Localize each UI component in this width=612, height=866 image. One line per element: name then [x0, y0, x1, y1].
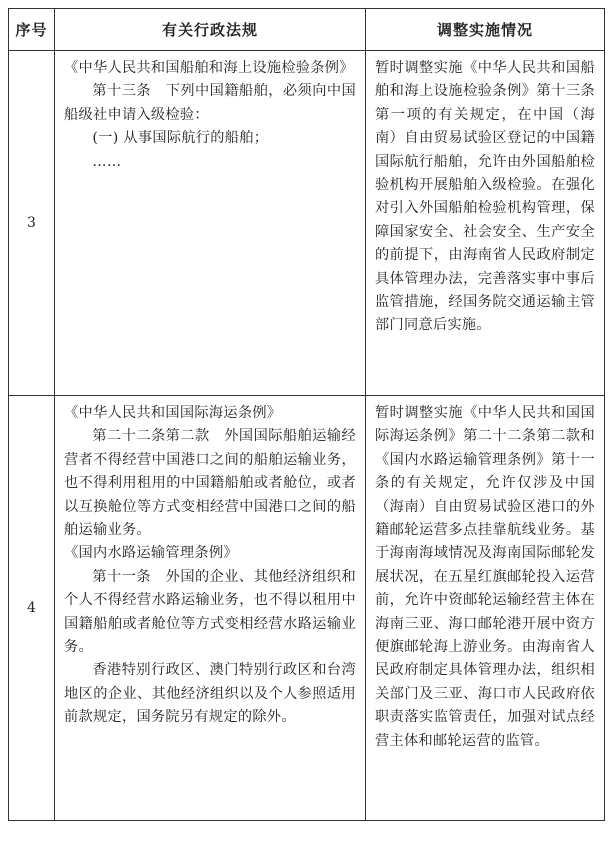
law-article: 第十三条 下列中国籍船舶，必须向中国船级社申请入级检验： [64, 83, 356, 123]
law-title: 《国内水路运输管理条例》 [64, 545, 238, 562]
header-regulations: 有关行政法规 [55, 9, 366, 51]
header-row [9, 9, 605, 51]
adjustment-cell [366, 51, 605, 396]
law-paragraph: 香港特别行政区、澳门特别行政区和台湾地区的企业、其他经济组织以及个人参照适用前款规定，国务院另有规定的除外。 [64, 662, 356, 726]
table-row [9, 51, 605, 396]
row-number: 4 [9, 396, 55, 821]
law-title: 《中华人民共和国国际海运条例》 [64, 405, 282, 421]
adjustment-text: 暂时调整实施《中华人民共和国国际海运条例》第二十二条第二款和《国内水路运输管理条例》第十一条的有关规定，允许仅涉及中国（海南）自由贸易试验区港口的外籍邮轮运营多点挂靠航线业务。基于海南海域情况及海南国际邮轮发展状况，在五星红旗邮轮投入运营前，允许中资邮轮运输经营主体在海南三亚、海口邮轮港开展中资方便旗邮轮海上游业务。由海南省人民政府制定具体管理办法，组织相关部门及三亚、海口市人民政府依职责落实监管责任，加强对试点经营主体和邮轮运营的监管。 [375, 405, 595, 749]
law-title: 《中华人民共和国船舶和海上设施检验条例》 [64, 60, 354, 76]
row-number: 3 [9, 51, 55, 396]
header-adjustment: 调整实施情况 [366, 9, 605, 51]
regulation-cell [55, 51, 366, 396]
law-article: 第二十二条第二款 外国国际船舶运输经营者不得经营中国港口之间的船舶运输业务，也不得利用租用的中国籍船舶或者舱位，或者以互换舱位等方式变相经营中国港口之间的船舶运输业务。 [64, 428, 356, 539]
law-article: 第十一条 外国的企业、其他经济组织和个人不得经营水路运输业务，也不得以租用中国籍船舶或者舱位等方式变相经营水路运输业务。 [64, 568, 356, 656]
table-row [9, 396, 605, 821]
law-ellipsis: …… [92, 153, 122, 170]
regulation-cell [55, 396, 366, 821]
law-item: (一) 从事国际航行的船舶； [92, 130, 269, 147]
header-number: 序号 [9, 9, 55, 51]
adjustment-text: 暂时调整实施《中华人民共和国船舶和海上设施检验条例》第十三条第一项的有关规定，在中国（海南）自由贸易试验区登记的中国籍国际航行船舶，允许由外国船舶检验机构开展船舶入级检验。在强化对引入外国船舶检验机构管理，保障国家安全、社会安全、生产安全的前提下，由海南省人民政府制定具体管理办法，完善落实事中事后监管措施，经国务院交通运输主管部门同意后实施。 [375, 60, 595, 334]
regulations-table [8, 8, 605, 821]
adjustment-cell [366, 396, 605, 821]
